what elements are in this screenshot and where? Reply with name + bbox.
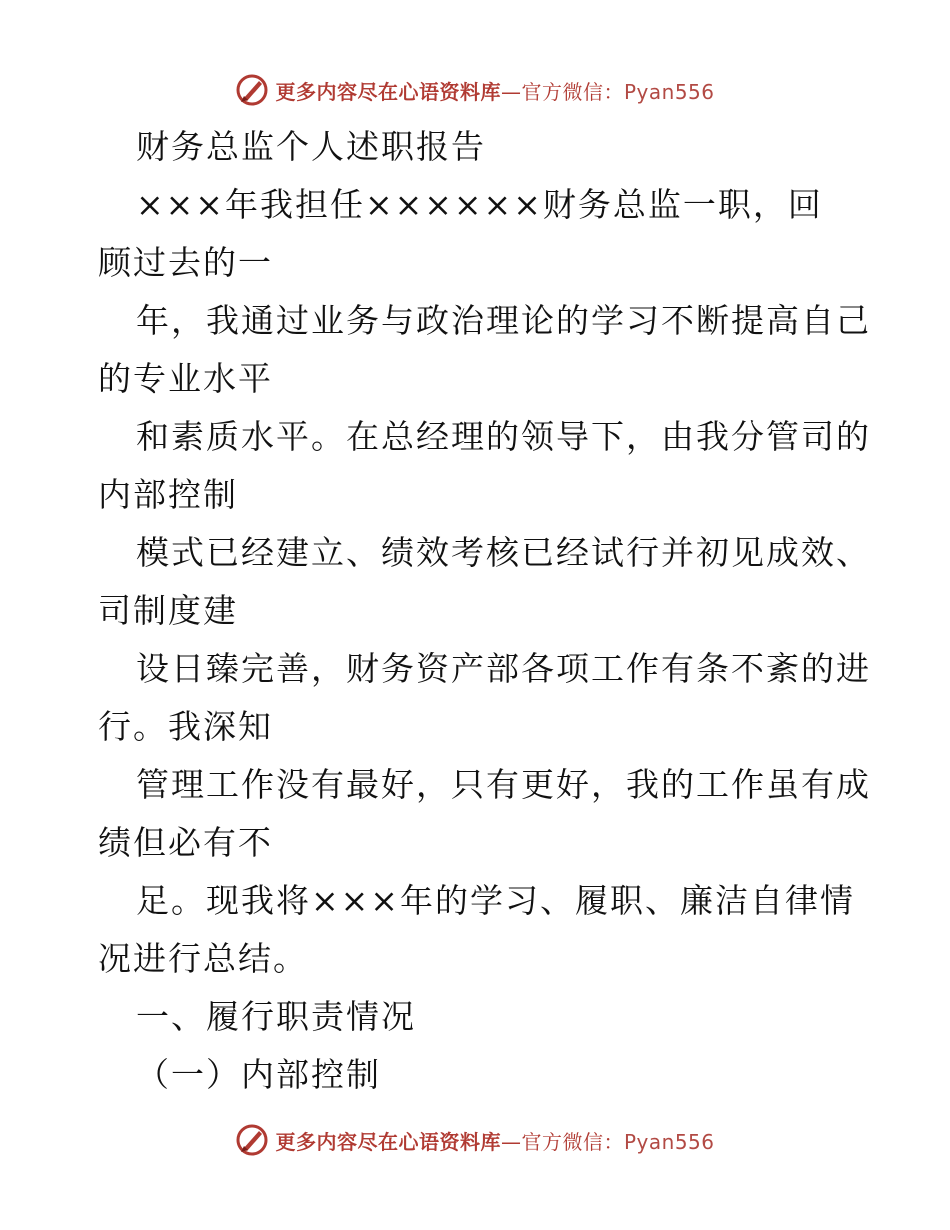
paragraph-line: 绩但必有不 xyxy=(98,823,273,862)
banner-wechat-id: Pyan556 xyxy=(623,1129,715,1154)
paragraph-line: 况进行总结。 xyxy=(98,939,308,978)
paragraph-line: 年，我通过业务与政治理论的学习不断提高自己 xyxy=(136,301,871,340)
banner-wechat-id: Pyan556 xyxy=(623,79,715,104)
paragraph-line: 管理工作没有最好，只有更好，我的工作虽有成 xyxy=(136,765,871,804)
banner-dash: — xyxy=(500,79,522,104)
banner-wechat-label: 官方微信： xyxy=(521,79,624,104)
subsection-heading: （一）内部控制 xyxy=(136,1055,381,1094)
banner-title: 更多内容尽在心语资料库 xyxy=(275,1129,501,1154)
banner-title: 更多内容尽在心语资料库 xyxy=(275,79,501,104)
banner-wechat-label: 官方微信： xyxy=(521,1129,624,1154)
paragraph-line: 足。现我将×××年的学习、履职、廉洁自律情 xyxy=(136,881,855,920)
document-body xyxy=(98,118,871,1104)
footer-banner xyxy=(0,1120,950,1160)
paragraph-line: 模式已经建立、绩效考核已经试行并初见成效、 xyxy=(136,533,871,572)
paragraph-line: 的专业水平 xyxy=(98,359,273,398)
document-title: 财务总监个人述职报告 xyxy=(136,127,486,166)
paragraph-line: 和素质水平。在总经理的领导下，由我分管司的 xyxy=(136,417,871,456)
banner-dash: — xyxy=(500,1129,522,1154)
paragraph-line: 司制度建 xyxy=(98,591,238,630)
quill-pen-logo-icon xyxy=(235,73,269,107)
banner-text xyxy=(275,76,714,105)
paragraph-line: ×××年我担任××××××财务总监一职，回 xyxy=(136,185,823,224)
section-heading: 一、履行职责情况 xyxy=(136,997,416,1036)
header-banner xyxy=(0,70,950,110)
paragraph-line: 内部控制 xyxy=(98,475,238,514)
paragraph-line: 设日臻完善，财务资产部各项工作有条不紊的进 xyxy=(136,649,871,688)
quill-pen-logo-icon xyxy=(235,1123,269,1157)
banner-text xyxy=(275,1126,714,1155)
paragraph-line: 顾过去的一 xyxy=(98,243,273,282)
paragraph-line: 行。我深知 xyxy=(98,707,273,746)
